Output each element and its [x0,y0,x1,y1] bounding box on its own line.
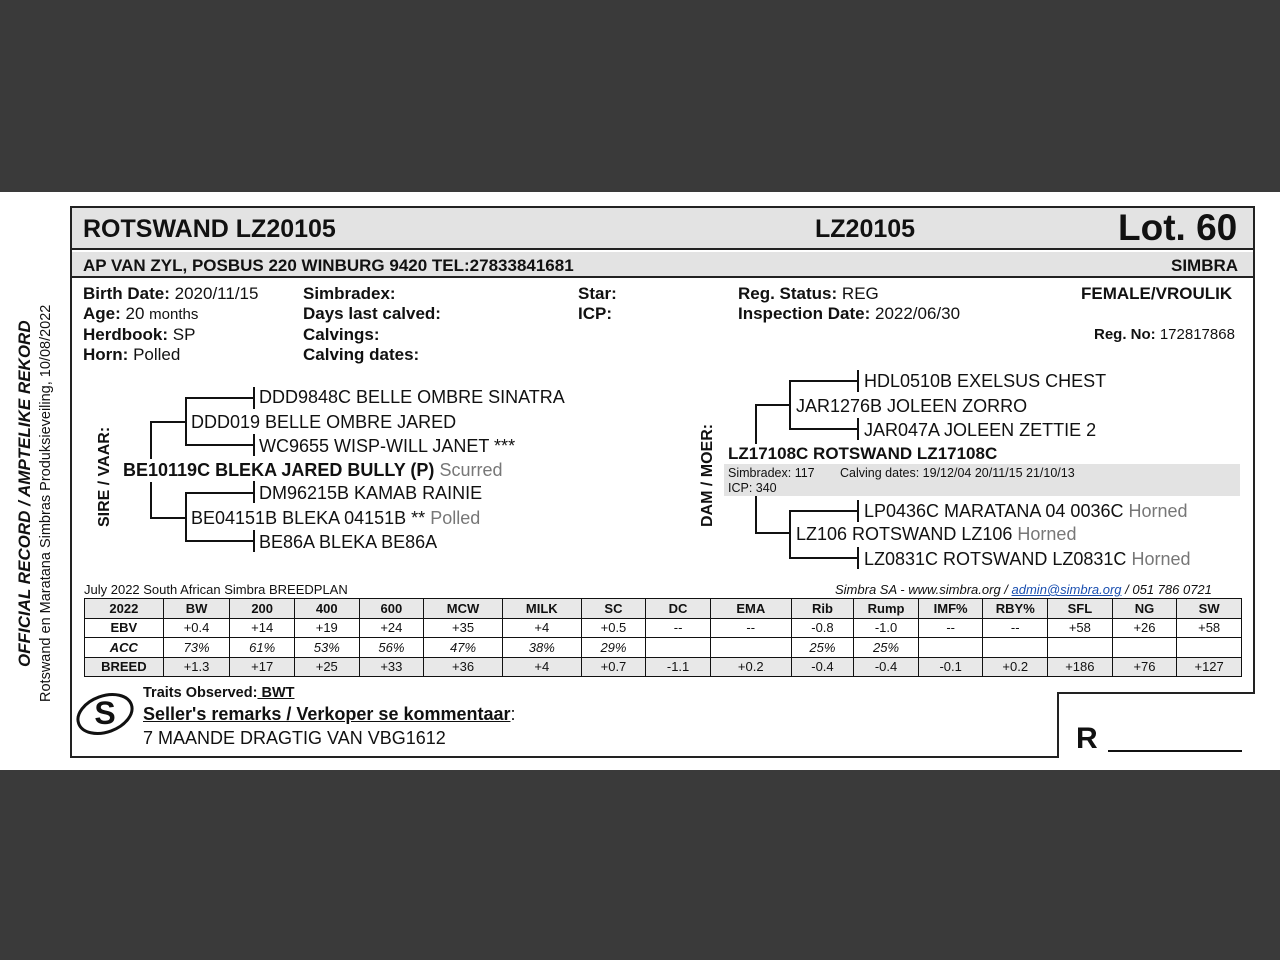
ebv-cell: 25% [854,638,919,658]
sire-dam-sire: DM96215B KAMAB RAINIE [259,483,483,503]
price-label: R [1076,722,1098,755]
dam-dam-sire: LP0436C MARATANA 04 0036C Horned [864,501,1188,521]
horn: Horn: Polled [83,345,181,364]
ebv-cell [918,638,983,658]
dam-dam: LZ106 ROTSWAND LZ106 Horned [796,524,1077,544]
sire-sire: DDD019 BELLE OMBRE JARED [191,412,457,432]
official-record-label: OFFICIAL RECORD / AMPTELIKE REKORD [15,320,34,667]
ebv-cell: -- [646,618,711,638]
ebv-cell: IMF% [918,599,983,619]
acc-row [85,638,1242,658]
ebv-cell: +26 [1112,618,1177,638]
ebv-cell: +186 [1048,657,1113,677]
ebv-cell: +0.7 [581,657,646,677]
breed-row [85,657,1242,677]
sire-dam-dam: BE86A BLEKA BE86A [259,532,438,552]
ebv-cell: +76 [1112,657,1177,677]
ebv-cell: EBV [85,618,164,638]
ebv-cell: RBY% [983,599,1048,619]
reg-status: Reg. Status: REG [738,284,879,303]
sale-label: Rotswand en Maratana Simbras Produksieveiling, 10/08/2022 [38,304,54,702]
simbra-contact: Simbra SA - www.simbra.org / admin@simbra.org / 051 786 0721 [835,582,1212,597]
sire-sire-dam: WC9655 WISP-WILL JANET *** [259,436,516,456]
ebv-cell: +19 [294,618,359,638]
ebv-cell: +17 [230,657,295,677]
ebv-cell: +36 [424,657,503,677]
ebv-cell: +0.5 [581,618,646,638]
ebv-cell: -0.4 [791,657,854,677]
ebv-header-row [85,599,1242,619]
breed-name: SIMBRA [1171,256,1239,275]
ebv-cell: -- [918,618,983,638]
ebv-cell: -- [710,618,791,638]
simbra-logo [74,690,136,736]
ebv-cell [1177,638,1242,658]
age: Age: 20 months [83,304,199,323]
ebv-cell: +33 [359,657,424,677]
ebv-cell: +25 [294,657,359,677]
dam-sire-sire: HDL0510B EXELSUS CHEST [864,371,1107,391]
ebv-cell: Rib [791,599,854,619]
ebv-cell: +0.2 [710,657,791,677]
inspection-date: Inspection Date: 2022/06/30 [738,304,961,323]
ebv-cell: BW [163,599,230,619]
ebv-cell: +0.4 [163,618,230,638]
icp-label: ICP: [578,304,612,323]
sire-label: SIRE / VAAR: [96,426,113,527]
ebv-cell: -0.1 [918,657,983,677]
dam-icp: ICP: 340 [728,481,777,495]
sex: FEMALE/VROULIK [1081,284,1233,303]
ebv-cell: 600 [359,599,424,619]
ebv-cell: +4 [502,618,581,638]
dam-sire: JAR1276B JOLEEN ZORRO [796,396,1028,416]
dam-simbradex: Simbradex: 117 [728,466,815,480]
ebv-cell: 2022 [85,599,164,619]
ebv-cell: 25% [791,638,854,658]
sire-sire-sire: DDD9848C BELLE OMBRE SINATRA [259,387,565,407]
calvings-label: Calvings: [303,325,380,344]
owner-details: AP VAN ZYL, POSBUS 220 WINBURG 9420 TEL:27833841681 [83,256,574,275]
ebv-cell: +58 [1048,618,1113,638]
ebv-cell: -1.1 [646,657,711,677]
ebv-cell: NG [1112,599,1177,619]
ebv-cell: +0.2 [983,657,1048,677]
ebv-cell: SC [581,599,646,619]
ebv-cell: +1.3 [163,657,230,677]
ebv-cell: EMA [710,599,791,619]
traits-observed: Traits Observed: BWT [143,685,295,701]
ebv-cell: +4 [502,657,581,677]
ebv-cell: +24 [359,618,424,638]
ebv-cell: 200 [230,599,295,619]
dam-calving-dates: Calving dates: 19/12/04 20/11/15 21/10/13 [840,466,1075,480]
ebv-cell: -- [983,618,1048,638]
ebv-cell: -0.4 [854,657,919,677]
herdbook: Herdbook: SP [83,325,196,344]
ebv-cell [710,638,791,658]
calving-dates-label: Calving dates: [303,345,420,364]
ebv-cell: ACC [85,638,164,658]
dam-sire-dam: JAR047A JOLEEN ZETTIE 2 [864,420,1097,440]
dam-dam-dam: LZ0831C ROTSWAND LZ0831C Horned [864,549,1191,569]
remarks-text: 7 MAANDE DRAGTIG VAN VBG1612 [143,728,446,748]
ebv-cell: 53% [294,638,359,658]
ebv-cell [983,638,1048,658]
ebv-cell: 56% [359,638,424,658]
days-calved-label: Days last calved: [303,304,441,323]
ebv-cell [1112,638,1177,658]
remarks-label: Seller's remarks / Verkoper se kommentaar: [143,704,516,724]
ebv-cell: 29% [581,638,646,658]
ebv-cell: +58 [1177,618,1242,638]
lot-number: Lot. 60 [1118,207,1238,248]
star-label: Star: [578,284,617,303]
ebv-cell [646,638,711,658]
email-link[interactable]: admin@simbra.org [1011,582,1122,597]
sire-dam: BE04151B BLEKA 04151B ** Polled [191,508,481,528]
ebv-cell: BREED [85,657,164,677]
svg-text:S: S [94,695,116,731]
ebv-cell: DC [646,599,711,619]
ebv-cell: -0.8 [791,618,854,638]
ebv-cell: 38% [502,638,581,658]
ebv-cell: +35 [424,618,503,638]
simbradex-label: Simbradex: [303,284,396,303]
dam-label: DAM / MOER: [699,423,716,527]
ebv-cell: SW [1177,599,1242,619]
price-line[interactable] [1108,750,1242,752]
reg-number: Reg. No: 172817868 [1094,326,1235,343]
animal-id: LZ20105 [815,215,916,243]
ebv-cell: MILK [502,599,581,619]
ebv-cell: MCW [424,599,503,619]
ebv-cell: Rump [854,599,919,619]
ebv-cell: 73% [163,638,230,658]
ebv-cell: +127 [1177,657,1242,677]
dam: LZ17108C ROTSWAND LZ17108C [728,444,998,463]
ebv-table [84,598,1242,677]
ebv-cell [1048,638,1113,658]
ebv-cell: -1.0 [854,618,919,638]
ebv-row [85,618,1242,638]
breedplan-title: July 2022 South African Simbra BREEDPLAN [84,582,348,597]
ebv-cell: +14 [230,618,295,638]
ebv-cell: 61% [230,638,295,658]
sire: BE10119C BLEKA JARED BULLY (P) Scurred [123,460,503,480]
ebv-cell: 47% [424,638,503,658]
birth-date: Birth Date: 2020/11/15 [83,284,259,303]
ebv-cell: 400 [294,599,359,619]
animal-name: ROTSWAND LZ20105 [83,215,336,243]
ebv-cell: SFL [1048,599,1113,619]
